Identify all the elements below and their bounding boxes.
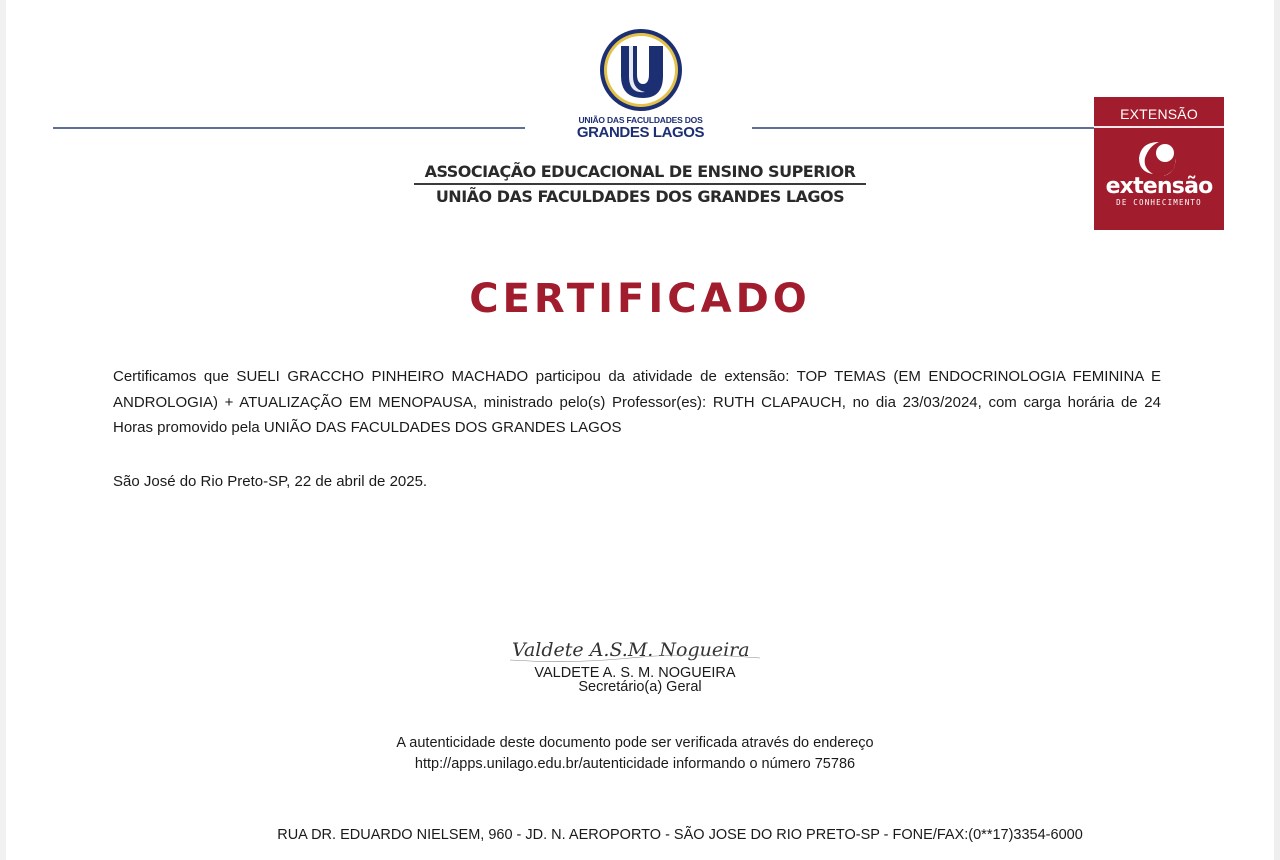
unilago-logo bbox=[568, 28, 713, 140]
association-line1: ASSOCIAÇÃO EDUCACIONAL DE ENSINO SUPERIOR bbox=[424, 162, 856, 181]
signatory-role: Secretário(a) Geral bbox=[578, 679, 702, 695]
signature-scribble: Valdete A.S.M. Nogueira bbox=[512, 639, 750, 661]
certificate-title: CERTIFICADO bbox=[469, 276, 811, 322]
badge-word: extensão bbox=[1105, 174, 1213, 199]
footer-address: RUA DR. EDUARDO NIELSEM, 960 - JD. N. AEROPORTO - SÃO JOSE DO RIO PRETO-SP - FONE/FAX:(0**17)3354-6000 bbox=[277, 827, 1083, 843]
extensao-badge bbox=[1094, 97, 1224, 230]
authenticity-notice bbox=[0, 733, 1270, 775]
extensao-swirl-icon bbox=[1131, 138, 1187, 178]
handwritten-signature bbox=[508, 630, 768, 670]
certificate-body: Certificamos que SUELI GRACCHO PINHEIRO MACHADO participou da atividade de extensão: TOP TEMAS (EM ENDOCRINOLOGIA FEMININA E ANDROLOGIA) + ATUALIZAÇÃO EM MENOPAUSA, ministrado pelo(s) Professor(es): RUTH CLAPAUCH, no dia 23/03/2024, com carga horária de 24 Horas promovido pela UNIÃO DAS FACULDADES DOS GRANDES LAGOS bbox=[113, 368, 1161, 436]
badge-divider bbox=[1094, 126, 1224, 128]
authenticity-line2: http://apps.unilago.edu.br/autenticidade informando o número 75786 bbox=[414, 756, 856, 772]
logo-text-line1: UNIÃO DAS FACULDADES DOS bbox=[578, 115, 703, 125]
unilago-u-logo-icon bbox=[599, 28, 683, 112]
badge-subtitle: DE CONHECIMENTO bbox=[1116, 198, 1202, 207]
header-rule-left bbox=[53, 127, 525, 129]
signatory-name: VALDETE A. S. M. NOGUEIRA bbox=[534, 665, 736, 681]
badge-top-label: EXTENSÃO bbox=[1120, 106, 1198, 122]
place-and-date: São José do Rio Preto-SP, 22 de abril de 2025. bbox=[113, 473, 428, 490]
association-divider bbox=[414, 183, 866, 185]
page-edge-right bbox=[1274, 0, 1280, 860]
association-line2: UNIÃO DAS FACULDADES DOS GRANDES LAGOS bbox=[435, 187, 845, 206]
header-rule-right bbox=[752, 127, 1094, 129]
logo-text-line2: GRANDES LAGOS bbox=[576, 124, 705, 141]
association-heading bbox=[414, 161, 866, 208]
page-edge-left bbox=[0, 0, 6, 860]
authenticity-line1: A autenticidade deste documento pode ser verificada através do endereço bbox=[396, 735, 874, 751]
